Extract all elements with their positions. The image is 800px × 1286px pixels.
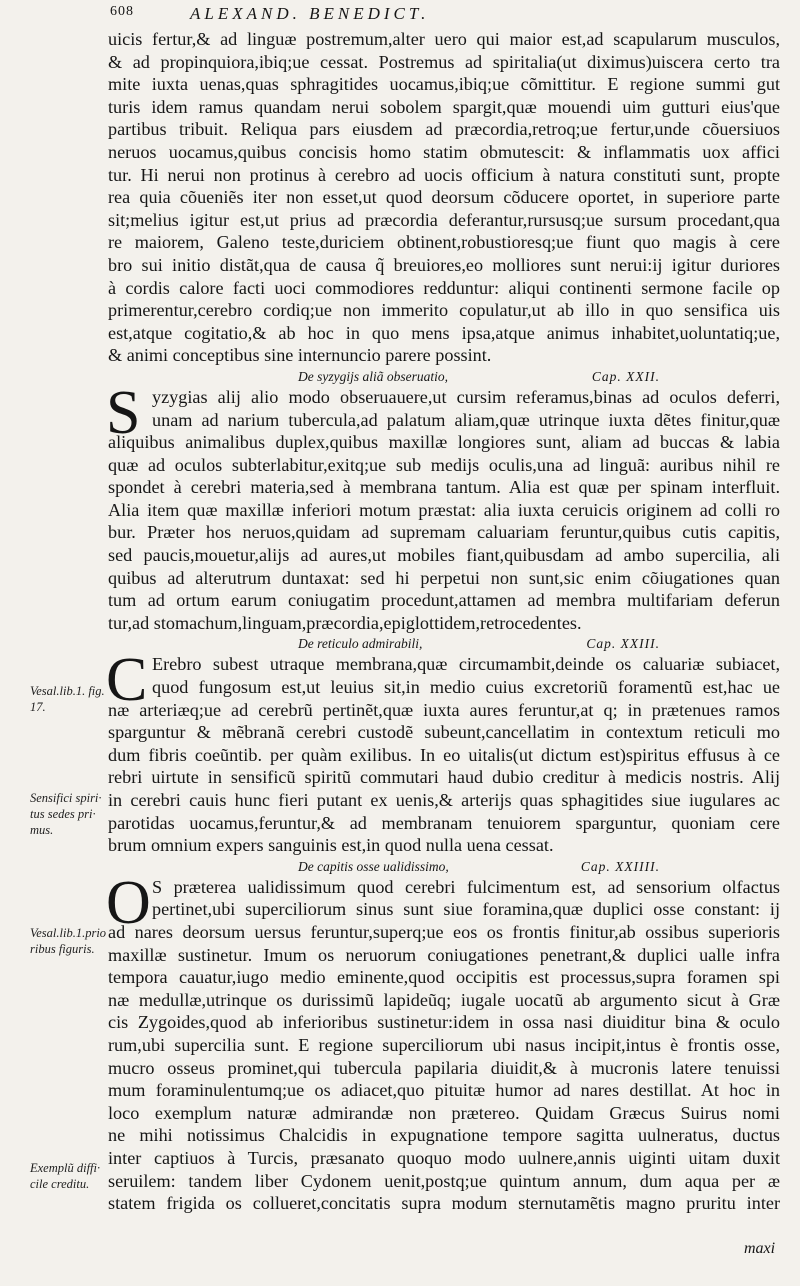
text-line: bro sui initio distãt,qua de causa q̃ breuiores,eo molliores sunt nerui:ij igitur duriores bbox=[108, 254, 780, 275]
drop-cap: O bbox=[106, 868, 151, 937]
page-number: 608 bbox=[110, 4, 134, 19]
text-line: næ arteriæq;ue ad cerebrũ pertinẽt,quæ iuxta aures feruntur,at q; in prætenues ramos bbox=[108, 699, 780, 720]
chapter-heading bbox=[108, 635, 780, 653]
chapter-body bbox=[106, 378, 780, 635]
chapter-body bbox=[106, 646, 780, 856]
text-line: maxillæ sustinetur. Imum os neruorum coniugationes penetrant,& duplici ualle infra bbox=[108, 944, 780, 965]
drop-cap: S bbox=[106, 378, 141, 447]
margin-note-line: tus sedes pri· bbox=[30, 807, 96, 821]
margin-note bbox=[30, 683, 108, 715]
text-line: rum,ubi supercilia sunt. E regione superciliorum ubi nasus incipit,intus è frontis osse, bbox=[108, 1034, 780, 1055]
text-line: mucro osseus prominet,qui tubercula papilaria diuidit,& à mucronis latere tenuissi bbox=[108, 1057, 780, 1078]
text-line: tur,ad stomachum,linguam,præcordia,epiglottidem,retrocedentes. bbox=[108, 612, 582, 633]
catchword: maxi bbox=[744, 1240, 776, 1257]
text-line: re maiorem, Galeno teste,duriciem obtinent,robustioresq;ue fiunt quo magis à cere bbox=[108, 232, 780, 253]
text-line: statem frigida os collueret,concitatis supra modum sternutamẽtis magno pruritu inter bbox=[108, 1193, 780, 1214]
text-line: dum fibris coeũntib. per quàm exilibus. In eo uitalis(ut dictum est)spiritus effusus à ce bbox=[108, 744, 780, 765]
text-line: bur. Præter hos neruos,quidam ad supremam caluariam feruntur,quibus cutis capitis, bbox=[108, 522, 780, 543]
margin-note-line: Vesal.lib.1. fig. bbox=[30, 684, 105, 698]
text-line: uicis fertur,& ad linguæ postremum,alter uero qui maior est,ad scapularum musculos, bbox=[108, 29, 780, 49]
text-line: quod fungosum est,ut leuius sit,in medio cuius excretoriũ foramentũ est,hac ue bbox=[152, 677, 780, 698]
margin-note-line: Vesal.lib.1.prio bbox=[30, 926, 107, 940]
chapter-body bbox=[106, 868, 780, 1215]
text-line: & animi conceptibus sine internuncio parere possint. bbox=[108, 345, 492, 366]
text-line: pertinet,ubi superciliorum sinus sunt siue foramina,quæ duplici osse constant: ij bbox=[152, 899, 780, 920]
text-line: & ad propinquiora,ibiq;ue cessat. Postremus ad spiritalia(ut diximus)uiscera certo tra bbox=[108, 51, 780, 72]
text-line: quæ ad oculos subterlabitur,exitq;ue sub medijs oculis,una ad linguã: auribus nihil re bbox=[108, 454, 780, 475]
page-header bbox=[110, 4, 790, 26]
text-line: sit;melius igitur est,ut prius ad præcordia deferantur,rursusq;ue sursum procedant,qua bbox=[108, 209, 780, 230]
text-line: ad nares deorsum uersus feruntur,superq;ue eos os frontis finitur,ab ossibus superioris bbox=[108, 921, 780, 942]
text-line: sed paucis,mouetur,alijs ad aures,ut mobiles fiant,quibusdam ad ambo supercilia, ali bbox=[108, 545, 780, 566]
margin-note-line: 17. bbox=[30, 700, 46, 714]
margin-note-line: Sensifici spiri· bbox=[30, 791, 102, 805]
chapter-number: Cap. XXIII. bbox=[586, 636, 660, 652]
text-line: Alia item quæ maxillæ inferiori motum præstat: alia iuxta ceruicis originem ad colli ro bbox=[108, 499, 780, 520]
text-line: mite iuxta uenas,quas sphragitides uocamus,ibiq;ue cõmittitur. E regione summi gut bbox=[108, 74, 780, 95]
text-line: partibus tribuit. Reliqua pars eiusdem ad præcordia,retroq;ue fertur,unde cõuersiuos bbox=[108, 119, 780, 140]
text-line: neruos uocamus,quibus concisis homo statim obmutescit: & inflammatis uox affici bbox=[108, 141, 780, 162]
chapter-title: De syzygijs aliã obseruatio, bbox=[298, 368, 448, 384]
text-line: cis Zygoides,quod ab inferioribus sustinetur:idem in ossa nasi diuiditur bina & oculo bbox=[108, 1012, 780, 1033]
text-line: in cerebri cauis hunc fieri putant ex uenis,& arterijs quas sphagitides siue iugulares ac bbox=[108, 790, 780, 810]
text-line: est,atque cogitatio,& ab hoc in quo mens ipsa,atque animus inhabitet,uoluntatiq;ue, bbox=[108, 322, 780, 343]
text-line: spondet à cerebri materia,sed à membrana tantum. Alia est quæ per spinam interfluit. bbox=[108, 477, 780, 498]
chapter-heading bbox=[108, 368, 780, 386]
intro-paragraph bbox=[108, 28, 780, 367]
margin-note bbox=[30, 790, 108, 838]
text-line: yzygias alij alio modo obseruauere,ut cursim referamus,binas ad oculos deferri, bbox=[152, 386, 780, 407]
text-line: primerentur,cerebro cordiq;ue non immerito copulatur,ut ab illo in quo sensifica uis bbox=[108, 300, 780, 321]
text-line: tempora cauatur,iugo medio eminente,quod occipitis est processus,supra foramen spi bbox=[108, 967, 780, 988]
margin-note-line: mus. bbox=[30, 823, 54, 837]
text-line: turis idem ramus quandam nerui sobolem spargit,quæ mouendi uim gutturi eius'que bbox=[108, 96, 780, 117]
text-line: S præterea ualidissimum quod cerebri fulcimentum est, ad sensorium olfactus bbox=[152, 876, 780, 897]
text-line: ne mihi notissimus Chalcidis in expugnatione tempore sagitta uulneratus, ductus bbox=[108, 1125, 780, 1146]
text-line: aliquibus animalibus duplex,quibus maxillæ longiores sunt, aliam ad buccas & labia bbox=[108, 432, 780, 453]
text-line: quibus ad alterutrum duntaxat: sed hi perpetui non sunt,sic enim cõiugationes quan bbox=[108, 567, 780, 588]
running-title: ALEXAND. BENEDICT. bbox=[190, 4, 430, 23]
margin-note bbox=[30, 925, 108, 957]
text-line: næ medullæ,utrinque os durissimũ lapideũq; iugale uocatũ ab argumento sicut à Græ bbox=[108, 989, 780, 1010]
text-line: tur. Hi nerui non protinus à cerebro ad uocis officium à natura constituti sunt, propte bbox=[108, 164, 780, 185]
text-line: parotidas uocamus,feruntur,& ad membranam tenuiorem sparguntur, quoniam cere bbox=[108, 812, 780, 833]
text-line: rea quia cõueniẽs iter non esset,ut quod deorsum cõducere oportet, in superiore parte bbox=[108, 187, 780, 208]
text-line: sparguntur & mẽbranã cerebri custodẽ subeunt,cancellatim in contextum reticuli mo bbox=[108, 722, 780, 743]
chapter-title: De reticulo admirabili, bbox=[298, 636, 423, 652]
chapter-number: Cap. XXII. bbox=[591, 368, 660, 384]
text-line: Erebro subest utraque membrana,quæ circumambit,deinde os caluariæ subiacet, bbox=[152, 654, 780, 675]
text-line: mum foraminulentumq;ue os adiacet,quo pituitæ humor ad nares destillat. At hoc in bbox=[108, 1080, 780, 1101]
text-body bbox=[108, 28, 780, 1215]
text-line: brum omnium expers sanguinis est,in quod nulla uena cessat. bbox=[108, 835, 554, 856]
chapter-number: Cap. XXIIII. bbox=[580, 858, 660, 874]
text-line: loco exemplum naturæ admirandæ non prætereo. Quidam Græcus Suirus nomi bbox=[108, 1102, 780, 1123]
text-line: inter captiuos à Turcis, præsanato quoquo modo uulnere,annis uiginti uitam duxit bbox=[108, 1147, 780, 1168]
margin-note-line: Exemplũ diffi· bbox=[30, 1161, 101, 1175]
text-line: tum ad ortum earum coniugatim procedunt,attamen ad membra multifariam deferun bbox=[108, 590, 780, 611]
chapter-title: De capitis osse ualidissimo, bbox=[298, 858, 449, 874]
margin-note-line: cile creditu. bbox=[30, 1177, 90, 1191]
text-line: à cordis calore facti uoci commodiores redduntur: aliqui continenti sermone facile op bbox=[108, 277, 780, 298]
chapter-heading bbox=[108, 858, 780, 876]
text-line: seruilem: tandem liber Cydonem uenit,postq;ue quintum annum, dum aqua per æ bbox=[108, 1170, 780, 1191]
margin-note-line: ribus figuris. bbox=[30, 942, 95, 956]
drop-cap: C bbox=[106, 646, 148, 715]
text-line: rebri uirtute in sensificũ spiritũ commutari haud dubio creditur à medicis nostris. Alij bbox=[108, 767, 780, 788]
margin-note bbox=[30, 1160, 108, 1192]
text-line: unam ad narium tubercula,ad palatum aliam,quæ utrinque iuxta dẽtes finitur,quæ bbox=[152, 409, 780, 430]
